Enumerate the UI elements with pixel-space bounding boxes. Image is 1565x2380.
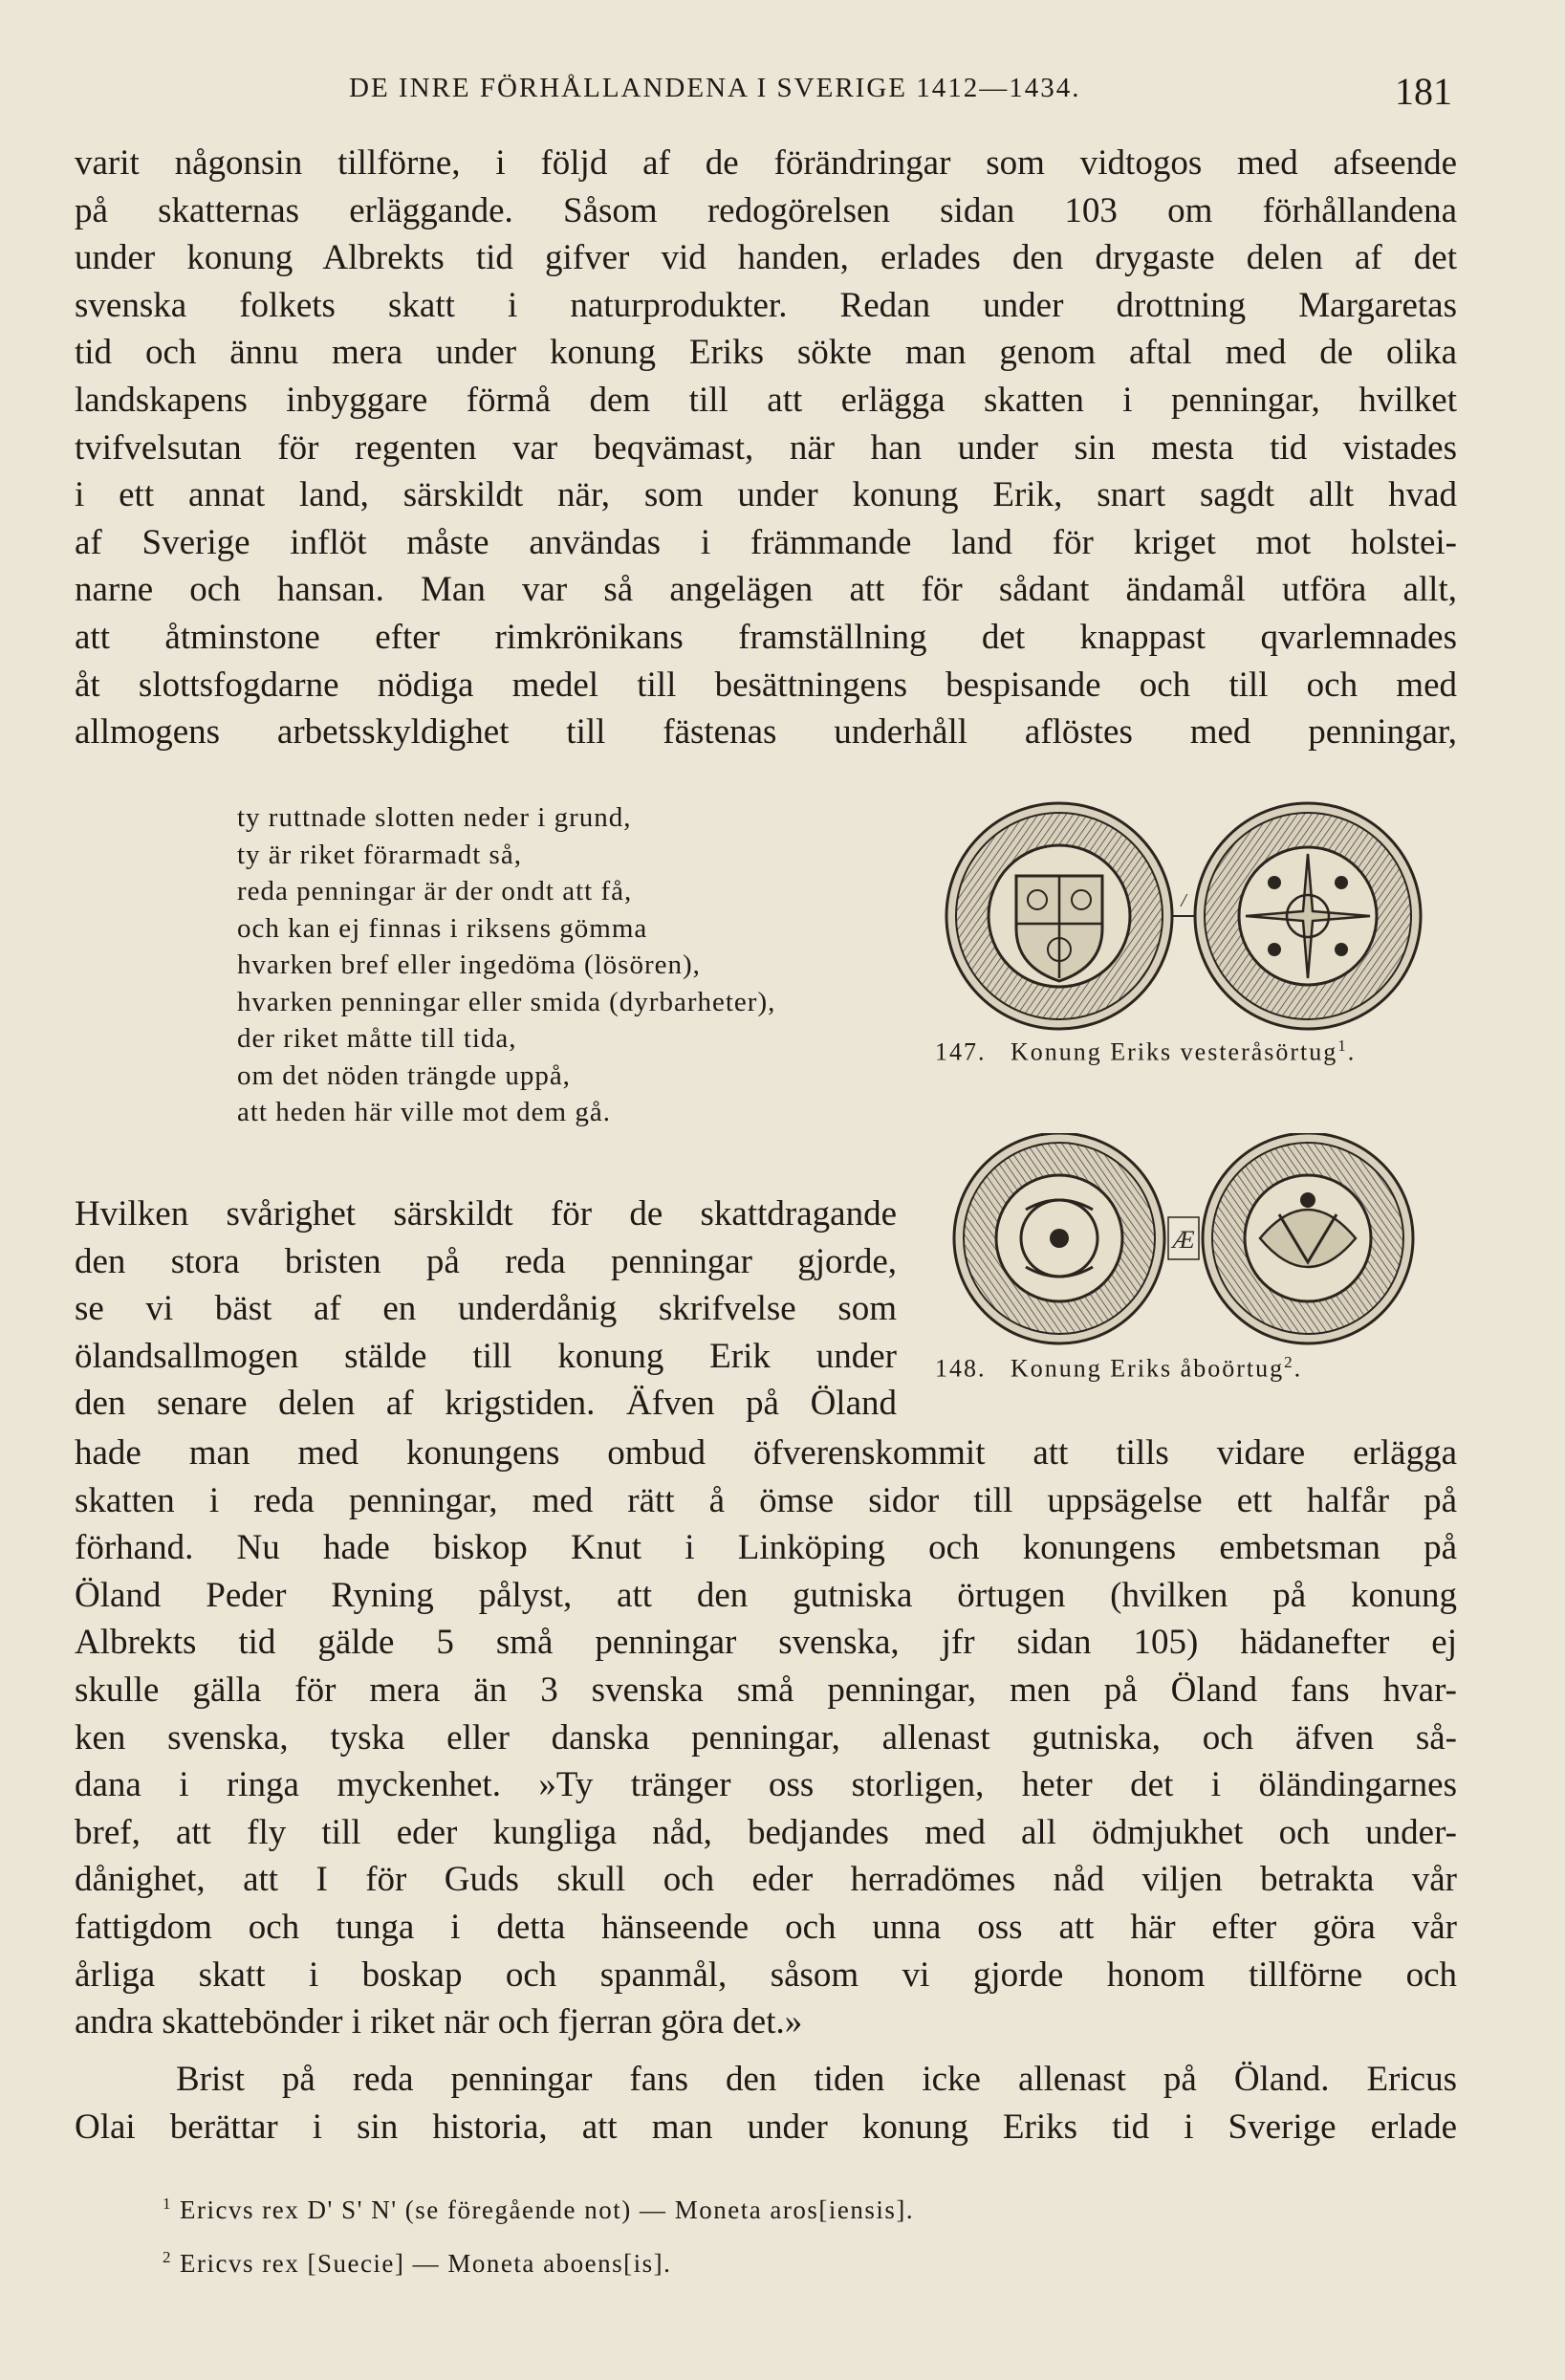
text-line: Öland Peder Ryning pålyst, att den gutniska örtugen (hvilken på konung — [75, 1575, 1457, 1615]
running-head: DE INRE FÖRHÅLLANDENA I SVERIGE 1412—1434. — [349, 73, 1081, 103]
poem-line: hvarken bref eller ingedöma (lösören), — [237, 950, 701, 980]
text-line: svenska folkets skatt i naturprodukter. Redan under drottning Margaretas — [75, 285, 1457, 325]
coin-icon — [1203, 1133, 1413, 1343]
footnote-text: Ericvs rex D' S' N' (se föregående not) — Moneta aros[iensis]. — [180, 2195, 915, 2224]
text-line: den stora bristen på reda penningar gjorde, — [75, 1241, 897, 1281]
text-line: Brist på reda penningar fans den tiden icke allenast på Öland. Ericus — [176, 2060, 1457, 2099]
text-line: landskapens inbyggare förmå dem till att erlägga skatten i penningar, hvilket — [75, 380, 1457, 420]
text-line: bref, att fly till eder kungliga nåd, bedjandes med all ödmjukhet och under- — [75, 1812, 1457, 1852]
text-line: se vi bäst af en underdånig skrifvelse som — [75, 1289, 897, 1329]
coin-icon — [946, 803, 1172, 1029]
footnote-text: Ericvs rex [Suecie] — Moneta aboens[is]. — [180, 2249, 672, 2278]
text-line: dana i ringa myckenhet. »Ty tränger oss storligen, heter det i öländingarnes — [75, 1765, 1457, 1805]
poem-line: reda penningar är der ondt att få, — [237, 876, 633, 906]
paragraph-1 — [75, 140, 1457, 756]
poem-line: ty ruttnade slotten neder i grund, — [237, 802, 632, 833]
coin-icon — [954, 1133, 1164, 1343]
text-line: Olai berättar i sin historia, att man under konung Eriks tid i Sverige erlade — [75, 2107, 1457, 2147]
text-line: på skatternas erläggande. Såsom redogörelsen sidan 103 om förhållandena — [75, 190, 1457, 230]
text-line: åt slottsfogdarne nödiga medel till besättningens bespisande och till och med — [75, 665, 1457, 705]
footnote-mark: 2 — [163, 2248, 172, 2266]
figure-number: 148. — [935, 1354, 987, 1383]
coin-pair-148 — [935, 1133, 1432, 1347]
poem-line: ty är riket förarmadt så, — [237, 839, 522, 870]
text-line: fattigdom och tunga i detta hänseende och unna oss att här efter göra vår — [75, 1907, 1457, 1947]
figure-148 — [935, 1133, 1432, 1383]
caption-text: Konung Eriks vesteråsörtug — [1011, 1037, 1338, 1066]
rhyme-chronicle-quote — [237, 799, 775, 1131]
text-line: ken svenska, tyska eller danska penningar, allenast gutniska, och äfven så- — [75, 1717, 1457, 1758]
footnotes — [163, 2180, 1405, 2287]
text-line: förhand. Nu hade biskop Knut i Linköping och konungens embetsman på — [75, 1528, 1457, 1568]
text-line: allmogens arbetsskyldighet till fästenas underhåll aflöstes med penningar, — [75, 712, 1457, 753]
paragraph-3 — [75, 2056, 1457, 2151]
text-line: andra skattebönder i riket när och fjerran göra det.» — [75, 2002, 803, 2042]
figure-number: 147. — [935, 1037, 987, 1066]
poem-line: och kan ej finnas i riksens gömma — [237, 912, 648, 944]
text-line: tid och ännu mera under konung Eriks sökte man genom aftal med de olika — [75, 333, 1457, 373]
poem-line: hvarken penningar eller smida (dyrbarheter), — [237, 986, 776, 1017]
text-line: den senare delen af krigstiden. Äfven på Öland — [75, 1384, 897, 1424]
footnote-ref: 1 — [1337, 1037, 1348, 1055]
footnote-2 — [163, 2234, 1405, 2287]
footnote-mark: 1 — [163, 2194, 172, 2213]
paragraph-2-narrow — [75, 1190, 897, 1428]
text-line: Albrekts tid gälde 5 små penningar svenska, jfr sidan 105) hädanefter ej — [75, 1623, 1457, 1663]
paragraph-2-full — [75, 1430, 1457, 2046]
coin-pair-147 — [935, 801, 1432, 1031]
figure-caption: 147. Konung Eriks vesteråsörtug$^1$. — [935, 1037, 1357, 1066]
text-line: af Sverige inflöt måste användas i främmande land för kriget mot holstei- — [75, 522, 1457, 562]
text-line: narne och hansan. Man var så angelägen att för sådant ändamål utföra allt, — [75, 570, 1457, 610]
reverse-mark: Æ — [1172, 1226, 1195, 1254]
text-line: Hvilken svårighet särskildt för de skattdragande — [75, 1194, 897, 1234]
text-line: att åtminstone efter rimkrönikans framställning det knappast qvarlemnades — [75, 617, 1457, 657]
coin-icon — [1195, 803, 1421, 1029]
page-number: 181 — [1395, 70, 1452, 113]
text-line: under konung Albrekts tid gifver vid handen, erlades den drygaste delen af det — [75, 238, 1457, 278]
text-line: i ett annat land, särskildt när, som under konung Erik, snart sagdt allt hvad — [75, 475, 1457, 515]
text-line: varit någonsin tillförne, i följd af de förändringar som vidtogos med afseende — [75, 143, 1457, 183]
footnote-1 — [163, 2180, 1405, 2234]
text-line: dånighet, att I för Guds skull och eder herradömes nåd viljen betrakta vår — [75, 1860, 1457, 1900]
text-line: skulle gälla för mera än 3 svenska små penningar, men på Öland fans hvar- — [75, 1670, 1457, 1710]
reverse-mark: / — [1181, 890, 1186, 911]
figure-147 — [935, 801, 1432, 1066]
text-line: ölandsallmogen stälde till konung Erik under — [75, 1336, 897, 1376]
poem-line: der riket måtte till tida, — [237, 1023, 517, 1054]
poem-line: att heden här ville mot dem gå. — [237, 1097, 611, 1127]
footnote-ref: 2 — [1284, 1353, 1294, 1371]
text-line: tvifvelsutan för regenten var beqvämast, när han under sin mesta tid vistades — [75, 427, 1457, 468]
poem-line: om det nöden trängde uppå, — [237, 1059, 571, 1091]
text-line: hade man med konungens ombud öfverenskommit att tills vidare erlägga — [75, 1433, 1457, 1473]
text-line: skatten i reda penningar, med rätt å ömse sidor till uppsägelse ett halfår på — [75, 1480, 1457, 1520]
text-line: årliga skatt i boskap och spanmål, såsom vi gjorde honom tillförne och — [75, 1954, 1457, 1995]
figure-caption: 148. Konung Eriks åboörtug$^2$. — [935, 1353, 1303, 1383]
caption-text: Konung Eriks åboörtug — [1011, 1354, 1285, 1383]
